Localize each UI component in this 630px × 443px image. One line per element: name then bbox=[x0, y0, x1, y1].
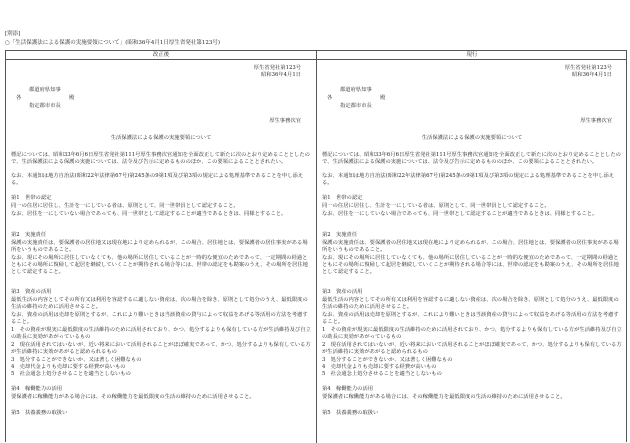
doc-number: 厚生省発社第123号 bbox=[253, 65, 301, 71]
section-3-body: 最低生活の内容としてその所有又は利用を容認するに適しない資産は、次の場合を除き、原則として処分のうえ、最低限度の生活の維持のために活用させること。 bbox=[322, 297, 619, 310]
section-3-body-2: なお、資産の活用は売却を原則とするが、これにより難いときは当該資産の貸与によって収益をあげる等活用の方法を考慮すること。 bbox=[322, 312, 619, 325]
list-item: 2 現在活用されてはいないが、近い将来において活用されることがほぼ確実であって、かつ、処分するよりも保有している方が生活維持に実効があがると認められるもの bbox=[322, 342, 622, 355]
list-item: 3 処分することができないか、又は著しく困難なもの bbox=[11, 357, 142, 363]
section-1-heading: 第1 世帯の認定 bbox=[322, 195, 363, 201]
sender: 厚生事務次官 bbox=[269, 118, 301, 124]
list-item: 2 現在活用されてはいないが、近い将来において活用されることがほぼ確実であって、かつ、処分するよりも保有している方が生活維持に実効があがると認められるもの bbox=[11, 342, 311, 355]
current-column bbox=[322, 60, 622, 443]
addressee-mayor: 指定都市市長 bbox=[340, 103, 372, 109]
addressee-honorific: 殿 bbox=[69, 95, 75, 101]
document-subject: ○「生活保護法による保護の実施要領について」(昭和36年4月1日厚生省発社第123号) bbox=[5, 40, 220, 46]
revised-column bbox=[11, 60, 311, 443]
intro-paragraph: 標記については、昭和33年6月6日厚生省発社第111号厚生事務次官通知を全面改正して新たに次のとおり定めることとしたので、生活保護法による保護の実施については、法令及び告示に定めるもののほか、この要領によることとされたい。 bbox=[11, 152, 310, 165]
list-item: 1 その資産が現実に最低限度の生活維持のために活用されており、かつ、処分するよりも保有している方が生活維持及び自立の助長に実効があがっているもの bbox=[322, 327, 622, 340]
notice-title: 生活保護法による保護の実施要領について bbox=[421, 135, 523, 141]
list-item: 5 社会通念上処分させることを適当としないもの bbox=[11, 371, 131, 377]
section-5-heading: 第5 扶養義務の取扱い bbox=[322, 410, 379, 416]
section-1-body: 同一の住居に居住し、生計を一にしている者は、原則として、同一世帯員として認定すること。 bbox=[322, 203, 550, 209]
addressee-each: 各 bbox=[16, 95, 22, 101]
section-3-heading: 第3 資産の活用 bbox=[322, 289, 363, 295]
section-2-body: 保護の実施責任は、要保護者の居住地又は現在地により定められるが、この場合、居住地とは、要保護者の居住事実がある場所をいうものであること。 bbox=[322, 240, 619, 253]
notice-title: 生活保護法による保護の実施要領について bbox=[110, 135, 212, 141]
attachment-tag: [別添] bbox=[5, 31, 21, 37]
doc-number: 厚生省発社第123号 bbox=[564, 65, 612, 71]
section-4-heading: 第4 稼働能力の活用 bbox=[11, 386, 63, 392]
addressee-governor: 都道府県知事 bbox=[29, 87, 61, 93]
doc-date: 昭和36年4月1日 bbox=[572, 72, 612, 78]
header-revised: 改正後 bbox=[6, 51, 316, 60]
intro-paragraph: 標記については、昭和33年6月6日厚生省発社第111号厚生事務次官通知を全面改正して新たに次のとおり定めることとしたので、生活保護法による保護の実施については、法令及び告示に定めるもののほか、この要領によることとされたい。 bbox=[322, 152, 621, 165]
section-2-body-2: なお、現にその場所に居住していなくても、他の場所に居住していることが一時的な便宜のためであって、一定期間の経過とともにその場所に復帰して起居を継続していくことが期待される場合等には、世帯の認定をも勘案のうえ、その場所を居住地として認定すること。 bbox=[322, 255, 619, 275]
header-current: 現行 bbox=[316, 51, 627, 60]
addressee-mayor: 指定都市市長 bbox=[29, 103, 61, 109]
section-4-body: 要保護者に稼働能力がある場合には、その稼働能力を最低限度の生活の維持のために活用させること。 bbox=[11, 394, 255, 400]
section-2-body: 保護の実施責任は、要保護者の居住地又は現在地により定められるが、この場合、居住地とは、要保護者の居住事実がある場所をいうものであること。 bbox=[11, 240, 308, 253]
addressee-each: 各 bbox=[327, 95, 333, 101]
column-divider bbox=[316, 51, 317, 443]
list-item: 3 処分することができないか、又は著しく困難なもの bbox=[322, 357, 453, 363]
section-1-body-2: なお、居住を一にしていない場合であっても、同一世帯として認定することが適当であるときは、同様とすること。 bbox=[322, 211, 598, 217]
sender: 厚生事務次官 bbox=[580, 118, 612, 124]
section-1-body: 同一の住居に居住し、生計を一にしている者は、原則として、同一世帯員として認定すること。 bbox=[11, 203, 239, 209]
comparison-table bbox=[5, 50, 627, 442]
addressee-honorific: 殿 bbox=[380, 95, 386, 101]
section-3-body-2: なお、資産の活用は売却を原則とするが、これにより難いときは当該資産の貸与によって収益をあげる等活用の方法を考慮すること。 bbox=[11, 312, 308, 325]
doc-date: 昭和36年4月1日 bbox=[261, 72, 301, 78]
section-2-heading: 第2 実施責任 bbox=[322, 232, 358, 238]
section-4-heading: 第4 稼働能力の活用 bbox=[322, 386, 374, 392]
list-item: 5 社会通念上処分させることを適当としないもの bbox=[322, 371, 442, 377]
section-2-body-2: なお、現にその場所に居住していなくても、他の場所に居住していることが一時的な便宜のためであって、一定期間の経過とともにその場所に復帰して起居を継続していくことが期待される場合等には、世帯の認定をも勘案のうえ、その場所を居住地として認定すること。 bbox=[11, 255, 308, 275]
section-5-heading: 第5 扶養義務の取扱い bbox=[11, 410, 68, 416]
section-2-heading: 第2 実施責任 bbox=[11, 232, 47, 238]
list-item: 4 売却代金よりも売却に要する経費が高いもの bbox=[322, 364, 437, 370]
section-4-body: 要保護者に稼働能力がある場合には、その稼働能力を最低限度の生活の維持のために活用させること。 bbox=[322, 394, 566, 400]
list-item: 4 売却代金よりも売却に要する経費が高いもの bbox=[11, 364, 126, 370]
section-3-heading: 第3 資産の活用 bbox=[11, 289, 52, 295]
section-3-body: 最低生活の内容としてその所有又は利用を容認するに適しない資産は、次の場合を除き、原則として処分のうえ、最低限度の生活の維持のために活用させること。 bbox=[11, 297, 308, 310]
addressee-governor: 都道府県知事 bbox=[340, 87, 372, 93]
section-1-heading: 第1 世帯の認定 bbox=[11, 195, 52, 201]
intro-paragraph-2: なお、本通知は地方自治法(昭和22年法律第67号)第245条の9第1項及び第3項の規定による処理基準であることを申し添える。 bbox=[11, 173, 304, 186]
section-1-body-2: なお、居住を一にしていない場合であっても、同一世帯として認定することが適当であるときは、同様とすること。 bbox=[11, 211, 287, 217]
list-item: 1 その資産が現実に最低限度の生活維持のために活用されており、かつ、処分するよりも保有している方が生活維持及び自立の助長に実効があがっているもの bbox=[11, 327, 311, 340]
intro-paragraph-2: なお、本通知は地方自治法(昭和22年法律第67号)第245条の9第1項及び第3項の規定による処理基準であることを申し添える。 bbox=[322, 173, 615, 186]
